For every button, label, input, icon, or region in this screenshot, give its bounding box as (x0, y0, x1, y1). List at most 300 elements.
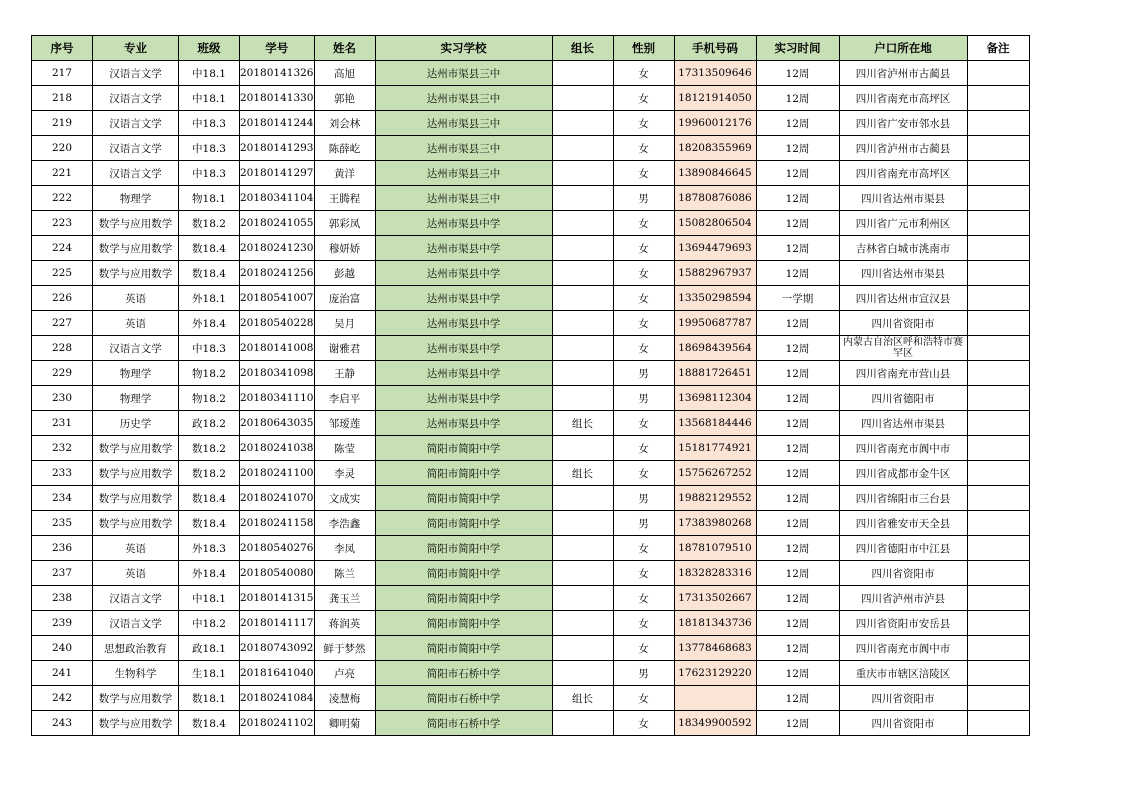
cell-index: 234 (32, 486, 93, 511)
cell-remarks (967, 186, 1029, 211)
cell-duration: 12周 (756, 411, 839, 436)
cell-class: 生18.1 (179, 661, 240, 686)
cell-hometown: 四川省泸州市泸县 (839, 586, 967, 611)
cell-remarks (967, 361, 1029, 386)
cell-major: 汉语言文学 (93, 136, 179, 161)
table-row (32, 286, 1030, 311)
cell-phone: 13890846645 (674, 161, 756, 186)
cell-gender: 女 (613, 461, 674, 486)
cell-student-id: 20180241158 (240, 511, 315, 536)
cell-leader (552, 211, 613, 236)
table-row (32, 686, 1030, 711)
cell-leader (552, 261, 613, 286)
cell-major: 物理学 (93, 186, 179, 211)
cell-gender: 女 (613, 636, 674, 661)
cell-hometown: 四川省资阳市 (839, 311, 967, 336)
header-duration: 实习时间 (756, 36, 839, 61)
cell-gender: 男 (613, 361, 674, 386)
cell-hometown: 四川省资阳市 (839, 711, 967, 736)
cell-index: 226 (32, 286, 93, 311)
cell-major: 数学与应用数学 (93, 211, 179, 236)
table-row (32, 386, 1030, 411)
cell-student-id: 20181641040 (240, 661, 315, 686)
internship-table (31, 35, 1030, 736)
cell-leader (552, 661, 613, 686)
cell-class: 数18.4 (179, 711, 240, 736)
cell-index: 221 (32, 161, 93, 186)
cell-duration: 12周 (756, 236, 839, 261)
table-row (32, 411, 1030, 436)
cell-major: 数学与应用数学 (93, 436, 179, 461)
cell-student-id: 20180540228 (240, 311, 315, 336)
cell-student-id: 20180141330 (240, 86, 315, 111)
cell-school: 达州市渠县中学 (375, 336, 552, 361)
cell-school: 简阳市石桥中学 (375, 711, 552, 736)
cell-class: 中18.3 (179, 136, 240, 161)
cell-index: 225 (32, 261, 93, 286)
cell-class: 外18.4 (179, 311, 240, 336)
cell-class: 中18.1 (179, 86, 240, 111)
cell-name: 穆妍娇 (314, 236, 375, 261)
header-major: 专业 (93, 36, 179, 61)
cell-name: 庞治富 (314, 286, 375, 311)
cell-remarks (967, 586, 1029, 611)
cell-class: 中18.2 (179, 611, 240, 636)
cell-gender: 女 (613, 111, 674, 136)
cell-index: 229 (32, 361, 93, 386)
cell-duration: 12周 (756, 561, 839, 586)
cell-duration: 12周 (756, 386, 839, 411)
cell-student-id: 20180540276 (240, 536, 315, 561)
cell-remarks (967, 536, 1029, 561)
cell-name: 龚玉兰 (314, 586, 375, 611)
cell-school: 达州市渠县中学 (375, 411, 552, 436)
cell-phone: 17623129220 (674, 661, 756, 686)
cell-class: 数18.2 (179, 461, 240, 486)
cell-gender: 女 (613, 536, 674, 561)
header-student-id: 学号 (240, 36, 315, 61)
cell-duration: 12周 (756, 211, 839, 236)
cell-hometown: 四川省成都市金牛区 (839, 461, 967, 486)
cell-duration: 12周 (756, 511, 839, 536)
cell-name: 陈薛屹 (314, 136, 375, 161)
cell-hometown: 四川省绵阳市三台县 (839, 486, 967, 511)
cell-class: 数18.4 (179, 486, 240, 511)
cell-phone: 18328283316 (674, 561, 756, 586)
table-row (32, 636, 1030, 661)
cell-phone: 13698112304 (674, 386, 756, 411)
cell-leader (552, 136, 613, 161)
cell-index: 217 (32, 61, 93, 86)
cell-duration: 12周 (756, 61, 839, 86)
cell-name: 郭彩凤 (314, 211, 375, 236)
cell-duration: 12周 (756, 536, 839, 561)
table-row (32, 536, 1030, 561)
cell-school: 达州市渠县中学 (375, 311, 552, 336)
table-row (32, 586, 1030, 611)
cell-duration: 12周 (756, 486, 839, 511)
cell-major: 数学与应用数学 (93, 686, 179, 711)
cell-remarks (967, 261, 1029, 286)
cell-student-id: 20180241102 (240, 711, 315, 736)
cell-remarks (967, 136, 1029, 161)
cell-gender: 男 (613, 186, 674, 211)
cell-student-id: 20180241038 (240, 436, 315, 461)
cell-index: 230 (32, 386, 93, 411)
cell-phone: 15181774921 (674, 436, 756, 461)
cell-phone: 18881726451 (674, 361, 756, 386)
cell-name: 王静 (314, 361, 375, 386)
table-body (32, 61, 1030, 736)
cell-leader (552, 436, 613, 461)
cell-remarks (967, 286, 1029, 311)
cell-phone: 19882129552 (674, 486, 756, 511)
cell-major: 汉语言文学 (93, 611, 179, 636)
cell-index: 238 (32, 586, 93, 611)
cell-duration: 12周 (756, 361, 839, 386)
cell-remarks (967, 236, 1029, 261)
cell-index: 243 (32, 711, 93, 736)
cell-school: 达州市渠县中学 (375, 236, 552, 261)
cell-class: 中18.3 (179, 336, 240, 361)
table-row (32, 461, 1030, 486)
table-row (32, 111, 1030, 136)
cell-hometown: 重庆市市辖区涪陵区 (839, 661, 967, 686)
header-row (32, 36, 1030, 61)
cell-class: 数18.4 (179, 261, 240, 286)
cell-remarks (967, 111, 1029, 136)
cell-gender: 女 (613, 611, 674, 636)
cell-major: 数学与应用数学 (93, 711, 179, 736)
cell-class: 中18.3 (179, 161, 240, 186)
cell-leader (552, 336, 613, 361)
cell-class: 物18.1 (179, 186, 240, 211)
cell-gender: 男 (613, 486, 674, 511)
cell-leader (552, 536, 613, 561)
cell-class: 外18.3 (179, 536, 240, 561)
cell-leader (552, 111, 613, 136)
cell-leader (552, 236, 613, 261)
cell-leader: 组长 (552, 461, 613, 486)
header-class: 班级 (179, 36, 240, 61)
cell-index: 239 (32, 611, 93, 636)
cell-gender: 男 (613, 661, 674, 686)
cell-class: 物18.2 (179, 361, 240, 386)
cell-gender: 女 (613, 411, 674, 436)
cell-remarks (967, 486, 1029, 511)
cell-name: 黄洋 (314, 161, 375, 186)
cell-name: 卿明菊 (314, 711, 375, 736)
cell-phone: 19950687787 (674, 311, 756, 336)
cell-student-id: 20180241070 (240, 486, 315, 511)
cell-phone: 13694479693 (674, 236, 756, 261)
table-row (32, 61, 1030, 86)
cell-major: 思想政治教育 (93, 636, 179, 661)
cell-student-id: 20180341110 (240, 386, 315, 411)
cell-phone: 17383980268 (674, 511, 756, 536)
cell-student-id: 20180341098 (240, 361, 315, 386)
cell-gender: 女 (613, 686, 674, 711)
header-gender: 性别 (613, 36, 674, 61)
cell-school: 达州市渠县中学 (375, 286, 552, 311)
table-row (32, 211, 1030, 236)
cell-major: 英语 (93, 286, 179, 311)
cell-student-id: 20180541007 (240, 286, 315, 311)
cell-name: 鲜于梦然 (314, 636, 375, 661)
cell-duration: 12周 (756, 186, 839, 211)
cell-leader (552, 161, 613, 186)
cell-school: 简阳市简阳中学 (375, 436, 552, 461)
cell-index: 236 (32, 536, 93, 561)
cell-name: 李凤 (314, 536, 375, 561)
cell-leader (552, 611, 613, 636)
cell-hometown: 四川省德阳市中江县 (839, 536, 967, 561)
cell-phone: 17313502667 (674, 586, 756, 611)
cell-remarks (967, 711, 1029, 736)
cell-student-id: 20180643035 (240, 411, 315, 436)
cell-index: 224 (32, 236, 93, 261)
cell-name: 谢雅君 (314, 336, 375, 361)
cell-class: 数18.4 (179, 511, 240, 536)
cell-leader (552, 86, 613, 111)
cell-name: 陈兰 (314, 561, 375, 586)
cell-school: 达州市渠县中学 (375, 211, 552, 236)
cell-phone: 13350298594 (674, 286, 756, 311)
cell-major: 数学与应用数学 (93, 486, 179, 511)
cell-school: 简阳市简阳中学 (375, 561, 552, 586)
cell-school: 达州市渠县中学 (375, 386, 552, 411)
cell-school: 简阳市简阳中学 (375, 486, 552, 511)
header-leader: 组长 (552, 36, 613, 61)
cell-student-id: 20180743092 (240, 636, 315, 661)
cell-gender: 女 (613, 336, 674, 361)
cell-phone: 13568184446 (674, 411, 756, 436)
cell-hometown: 四川省德阳市 (839, 386, 967, 411)
cell-duration: 12周 (756, 661, 839, 686)
cell-phone: 15756267252 (674, 461, 756, 486)
cell-gender: 女 (613, 586, 674, 611)
cell-gender: 女 (613, 711, 674, 736)
cell-remarks (967, 386, 1029, 411)
cell-remarks (967, 411, 1029, 436)
cell-class: 物18.2 (179, 386, 240, 411)
cell-gender: 男 (613, 386, 674, 411)
cell-duration: 12周 (756, 136, 839, 161)
cell-class: 外18.4 (179, 561, 240, 586)
header-remarks: 备注 (967, 36, 1029, 61)
cell-gender: 女 (613, 436, 674, 461)
cell-gender: 女 (613, 286, 674, 311)
cell-class: 外18.1 (179, 286, 240, 311)
cell-duration: 12周 (756, 261, 839, 286)
cell-major: 汉语言文学 (93, 586, 179, 611)
cell-remarks (967, 511, 1029, 536)
header-phone: 手机号码 (674, 36, 756, 61)
table-row (32, 661, 1030, 686)
cell-school: 达州市渠县中学 (375, 261, 552, 286)
cell-name: 高旭 (314, 61, 375, 86)
cell-index: 240 (32, 636, 93, 661)
cell-duration: 12周 (756, 611, 839, 636)
cell-name: 邹瑷莲 (314, 411, 375, 436)
cell-duration: 12周 (756, 686, 839, 711)
cell-index: 235 (32, 511, 93, 536)
cell-school: 达州市渠县三中 (375, 161, 552, 186)
cell-major: 汉语言文学 (93, 161, 179, 186)
table-row (32, 561, 1030, 586)
cell-phone: 18781079510 (674, 536, 756, 561)
table-row (32, 486, 1030, 511)
cell-major: 汉语言文学 (93, 86, 179, 111)
cell-remarks (967, 311, 1029, 336)
cell-leader (552, 286, 613, 311)
table-row (32, 336, 1030, 361)
cell-remarks (967, 636, 1029, 661)
cell-phone: 18349900592 (674, 711, 756, 736)
cell-school: 达州市渠县中学 (375, 361, 552, 386)
cell-hometown: 四川省达州市渠县 (839, 261, 967, 286)
cell-phone: 18121914050 (674, 86, 756, 111)
header-index: 序号 (32, 36, 93, 61)
header-name: 姓名 (314, 36, 375, 61)
cell-name: 文成实 (314, 486, 375, 511)
cell-major: 英语 (93, 311, 179, 336)
cell-remarks (967, 561, 1029, 586)
cell-duration: 一学期 (756, 286, 839, 311)
cell-class: 数18.4 (179, 236, 240, 261)
cell-name: 吴月 (314, 311, 375, 336)
cell-gender: 女 (613, 161, 674, 186)
cell-school: 简阳市简阳中学 (375, 636, 552, 661)
table-row (32, 236, 1030, 261)
table-row (32, 136, 1030, 161)
cell-duration: 12周 (756, 86, 839, 111)
cell-index: 242 (32, 686, 93, 711)
cell-class: 中18.1 (179, 586, 240, 611)
cell-leader: 组长 (552, 686, 613, 711)
cell-name: 王腾程 (314, 186, 375, 211)
cell-duration: 12周 (756, 436, 839, 461)
cell-index: 223 (32, 211, 93, 236)
cell-duration: 12周 (756, 461, 839, 486)
cell-school: 简阳市简阳中学 (375, 611, 552, 636)
cell-class: 数18.1 (179, 686, 240, 711)
cell-school: 达州市渠县三中 (375, 186, 552, 211)
cell-school: 简阳市石桥中学 (375, 661, 552, 686)
cell-index: 222 (32, 186, 93, 211)
cell-hometown: 四川省泸州市古蔺县 (839, 61, 967, 86)
cell-remarks (967, 86, 1029, 111)
cell-student-id: 20180241230 (240, 236, 315, 261)
cell-phone: 18181343736 (674, 611, 756, 636)
cell-school: 达州市渠县三中 (375, 61, 552, 86)
cell-hometown: 四川省南充市阆中市 (839, 636, 967, 661)
cell-name: 刘会林 (314, 111, 375, 136)
cell-gender: 女 (613, 261, 674, 286)
cell-name: 郭艳 (314, 86, 375, 111)
cell-remarks (967, 161, 1029, 186)
cell-leader (552, 361, 613, 386)
cell-index: 241 (32, 661, 93, 686)
cell-name: 蒋润英 (314, 611, 375, 636)
cell-name: 李浩鑫 (314, 511, 375, 536)
cell-major: 历史学 (93, 411, 179, 436)
cell-phone: 18780876086 (674, 186, 756, 211)
cell-major: 数学与应用数学 (93, 236, 179, 261)
cell-major: 英语 (93, 561, 179, 586)
cell-student-id: 20180341104 (240, 186, 315, 211)
table-row (32, 261, 1030, 286)
cell-student-id: 20180141315 (240, 586, 315, 611)
cell-name: 陈莹 (314, 436, 375, 461)
cell-student-id: 20180141297 (240, 161, 315, 186)
cell-phone: 17313509646 (674, 61, 756, 86)
cell-student-id: 20180141326 (240, 61, 315, 86)
cell-hometown: 四川省资阳市 (839, 561, 967, 586)
table-row (32, 436, 1030, 461)
cell-hometown: 四川省南充市高坪区 (839, 86, 967, 111)
cell-hometown: 四川省资阳市安岳县 (839, 611, 967, 636)
table-row (32, 711, 1030, 736)
cell-index: 237 (32, 561, 93, 586)
cell-remarks (967, 436, 1029, 461)
cell-major: 数学与应用数学 (93, 461, 179, 486)
header-hometown: 户口所在地 (839, 36, 967, 61)
cell-duration: 12周 (756, 711, 839, 736)
cell-school: 简阳市简阳中学 (375, 511, 552, 536)
table-row (32, 161, 1030, 186)
cell-phone (674, 686, 756, 711)
cell-name: 卢亮 (314, 661, 375, 686)
cell-major: 生物科学 (93, 661, 179, 686)
cell-duration: 12周 (756, 336, 839, 361)
cell-student-id: 20180241055 (240, 211, 315, 236)
cell-gender: 女 (613, 61, 674, 86)
cell-hometown: 四川省泸州市古蔺县 (839, 136, 967, 161)
cell-index: 232 (32, 436, 93, 461)
cell-remarks (967, 336, 1029, 361)
cell-hometown: 四川省达州市渠县 (839, 411, 967, 436)
cell-duration: 12周 (756, 111, 839, 136)
cell-class: 数18.2 (179, 436, 240, 461)
cell-leader (552, 586, 613, 611)
cell-phone: 18208355969 (674, 136, 756, 161)
cell-hometown: 四川省广元市利州区 (839, 211, 967, 236)
cell-duration: 12周 (756, 636, 839, 661)
cell-hometown: 四川省南充市阆中市 (839, 436, 967, 461)
cell-index: 218 (32, 86, 93, 111)
table-row (32, 311, 1030, 336)
header-school: 实习学校 (375, 36, 552, 61)
cell-leader (552, 61, 613, 86)
table-row (32, 186, 1030, 211)
cell-school: 简阳市简阳中学 (375, 586, 552, 611)
cell-index: 231 (32, 411, 93, 436)
cell-gender: 女 (613, 211, 674, 236)
cell-major: 数学与应用数学 (93, 511, 179, 536)
cell-student-id: 20180241100 (240, 461, 315, 486)
cell-major: 汉语言文学 (93, 61, 179, 86)
cell-index: 233 (32, 461, 93, 486)
cell-school: 简阳市简阳中学 (375, 461, 552, 486)
cell-gender: 女 (613, 86, 674, 111)
cell-hometown: 四川省资阳市 (839, 686, 967, 711)
cell-student-id: 20180241084 (240, 686, 315, 711)
cell-leader (552, 511, 613, 536)
cell-class: 中18.1 (179, 61, 240, 86)
cell-student-id: 20180141293 (240, 136, 315, 161)
cell-major: 汉语言文学 (93, 111, 179, 136)
